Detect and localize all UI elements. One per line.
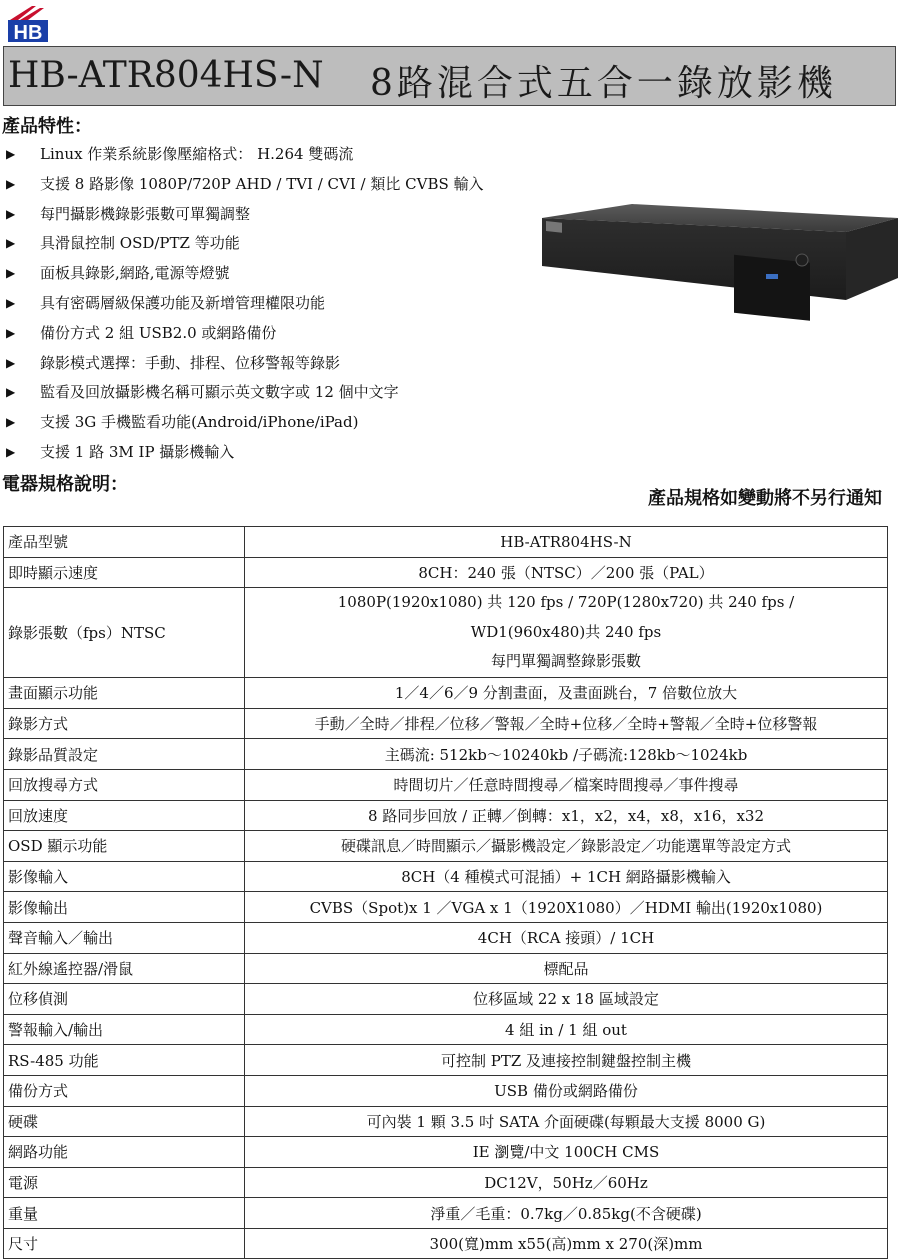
feature-text: 支援 8 路影像 1080P/720P AHD / TVI / CVI / 類比 CVBS 輸入: [40, 174, 484, 193]
spec-value-line: 1080P(1920x1080) 共 120 fps / 720P(1280x720) 共 240 fps /: [337, 593, 795, 612]
spec-row: [4, 527, 888, 558]
feature-text: 支援 3G 手機監看功能(Android/iPhone/iPad): [40, 413, 359, 432]
spec-value: 8 路同步回放 / 正轉／倒轉：x1，x2，x4，x8，x16，x32: [245, 800, 888, 831]
spec-value: 標配品: [245, 953, 888, 984]
feature-item: [0, 259, 560, 289]
spec-value-line: 每門單獨調整錄影張數: [490, 652, 641, 671]
spec-label: 影像輸入: [4, 861, 245, 892]
spec-label: 畫面顯示功能: [4, 678, 245, 709]
spec-row: [4, 1075, 888, 1106]
spec-label: 回放搜尋方式: [4, 769, 245, 800]
feature-item: [0, 289, 560, 319]
spec-value: 8CH：240 張（NTSC）／200 張（PAL）: [245, 557, 888, 588]
feature-item: [0, 229, 560, 259]
spec-row: [4, 953, 888, 984]
specs-heading: 電器規格說明：: [2, 474, 128, 495]
spec-label: 錄影張數（fps）NTSC: [4, 588, 245, 678]
feature-text: 監看及回放攝影機名稱可顯示英文數字或 12 個中文字: [40, 383, 399, 402]
spec-label: 影像輸出: [4, 892, 245, 923]
spec-value: CVBS（Spot)x 1 ／VGA x 1（1920X1080）／HDMI 輸出(1920x1080): [245, 892, 888, 923]
spec-value: 時間切片／任意時間搜尋／檔案時間搜尋／事件搜尋: [245, 769, 888, 800]
spec-value: 硬碟訊息／時間顯示／攝影機設定／錄影設定／功能選單等設定方式: [245, 831, 888, 862]
feature-text: 具有密碼層級保護功能及新增管理權限功能: [40, 293, 326, 312]
triangle-bullet-icon: ▶: [6, 206, 16, 221]
feature-item: [0, 170, 560, 200]
spec-row: [4, 588, 888, 678]
feature-item: [0, 408, 560, 438]
spec-label: 紅外線遙控器/滑鼠: [4, 953, 245, 984]
feature-text: 備份方式 2 組 USB2.0 或網路備份: [40, 323, 277, 342]
spec-value: 手動／全時／排程／位移／警報／全時+位移／全時+警報／全時+位移警報: [245, 708, 888, 739]
spec-label: 錄影方式: [4, 708, 245, 739]
spec-value-line: WD1(960x480)共 240 fps: [470, 622, 662, 641]
spec-row: [4, 557, 888, 588]
spec-label: 即時顯示速度: [4, 557, 245, 588]
feature-item: [0, 349, 560, 379]
feature-text: 具滑鼠控制 OSD/PTZ 等功能: [40, 234, 240, 253]
spec-label: 備份方式: [4, 1075, 245, 1106]
spec-label: 硬碟: [4, 1106, 245, 1137]
triangle-bullet-icon: ▶: [6, 266, 16, 281]
spec-value: 4CH（RCA 接頭）/ 1CH: [245, 922, 888, 953]
spec-value: 1／4／6／9 分割畫面，及畫面跳台，7 倍數位放大: [245, 678, 888, 709]
spec-row: [4, 678, 888, 709]
feature-text: 每門攝影機錄影張數可單獨調整: [40, 204, 251, 223]
spec-value: IE 瀏覽/中文 100CH CMS: [245, 1137, 888, 1168]
spec-label: 回放速度: [4, 800, 245, 831]
spec-table: [3, 526, 888, 1259]
spec-value: 位移區域 22 x 18 區域設定: [245, 984, 888, 1015]
spec-label: 聲音輸入／輸出: [4, 922, 245, 953]
feature-text: 支援 1 路 3M IP 攝影機輸入: [40, 442, 235, 461]
triangle-bullet-icon: ▶: [6, 236, 16, 251]
spec-row: [4, 1137, 888, 1168]
spec-row: [4, 922, 888, 953]
triangle-bullet-icon: ▶: [6, 444, 16, 459]
feature-list: [0, 140, 560, 468]
spec-row: [4, 769, 888, 800]
spec-label: 位移偵測: [4, 984, 245, 1015]
spec-label: 重量: [4, 1198, 245, 1229]
features-heading: 產品特性：: [2, 116, 92, 137]
triangle-bullet-icon: ▶: [6, 295, 16, 310]
spec-label: RS-485 功能: [4, 1045, 245, 1076]
feature-item: [0, 200, 560, 230]
spec-label: 警報輸入/輸出: [4, 1014, 245, 1045]
spec-label: 產品型號: [4, 527, 245, 558]
dvr-product-image: [536, 196, 902, 326]
triangle-bullet-icon: ▶: [6, 147, 16, 161]
product-model-title: HB-ATR804HS-N: [8, 55, 324, 96]
spec-label: 錄影品質設定: [4, 739, 245, 770]
spec-row: [4, 800, 888, 831]
spec-label: 網路功能: [4, 1137, 245, 1168]
spec-change-notice: 產品規格如變動將不另行通知: [648, 488, 882, 509]
spec-label: 尺寸: [4, 1228, 245, 1259]
triangle-bullet-icon: ▶: [6, 385, 16, 400]
spec-row: [4, 739, 888, 770]
feature-text: Linux 作業系統影像壓縮格式： H.264 雙碼流: [40, 145, 354, 163]
feature-item: [0, 140, 560, 170]
spec-value: 8CH（4 種模式可混插）+ 1CH 網路攝影機輸入: [245, 861, 888, 892]
spec-row: [4, 984, 888, 1015]
spec-value: USB 備份或網路備份: [245, 1075, 888, 1106]
spec-row: [4, 1167, 888, 1198]
spec-value: [245, 588, 888, 678]
triangle-bullet-icon: ▶: [6, 415, 16, 430]
svg-text:HB: HB: [13, 22, 43, 44]
spec-row: [4, 708, 888, 739]
spec-value: DC12V，50Hz／60Hz: [245, 1167, 888, 1198]
spec-value: 主碼流: 512kb～10240kb /子碼流:128kb～1024kb: [245, 739, 888, 770]
spec-row: [4, 861, 888, 892]
spec-row: [4, 1228, 888, 1259]
spec-row: [4, 1045, 888, 1076]
feature-text: 錄影模式選擇：手動、排程、位移警報等錄影: [40, 353, 341, 372]
spec-value: 可內裝 1 顆 3.5 吋 SATA 介面硬碟(每顆最大支援 8000 G): [245, 1106, 888, 1137]
feature-item: [0, 378, 560, 408]
product-name-title: 8路混合式五合一錄放影機: [370, 63, 837, 104]
spec-label: OSD 顯示功能: [4, 831, 245, 862]
spec-label: 電源: [4, 1167, 245, 1198]
feature-item: [0, 319, 560, 349]
title-bar: [3, 46, 896, 106]
spec-row: [4, 1198, 888, 1229]
spec-row: [4, 892, 888, 923]
spec-value: 300(寬)mm x55(高)mm x 270(深)mm: [245, 1228, 888, 1259]
spec-value: 淨重／毛重：0.7kg／0.85kg(不含硬碟): [245, 1198, 888, 1229]
spec-value: 4 組 in / 1 組 out: [245, 1014, 888, 1045]
spec-row: [4, 1014, 888, 1045]
spec-row: [4, 1106, 888, 1137]
triangle-bullet-icon: ▶: [6, 176, 16, 191]
feature-text: 面板具錄影,網路,電源等燈號: [40, 264, 230, 283]
spec-value: HB-ATR804HS-N: [245, 527, 888, 558]
feature-item: [0, 438, 560, 468]
triangle-bullet-icon: ▶: [6, 355, 16, 370]
brand-logo: [6, 4, 50, 44]
spec-row: [4, 831, 888, 862]
spec-value: 可控制 PTZ 及連接控制鍵盤控制主機: [245, 1045, 888, 1076]
triangle-bullet-icon: ▶: [6, 325, 16, 340]
